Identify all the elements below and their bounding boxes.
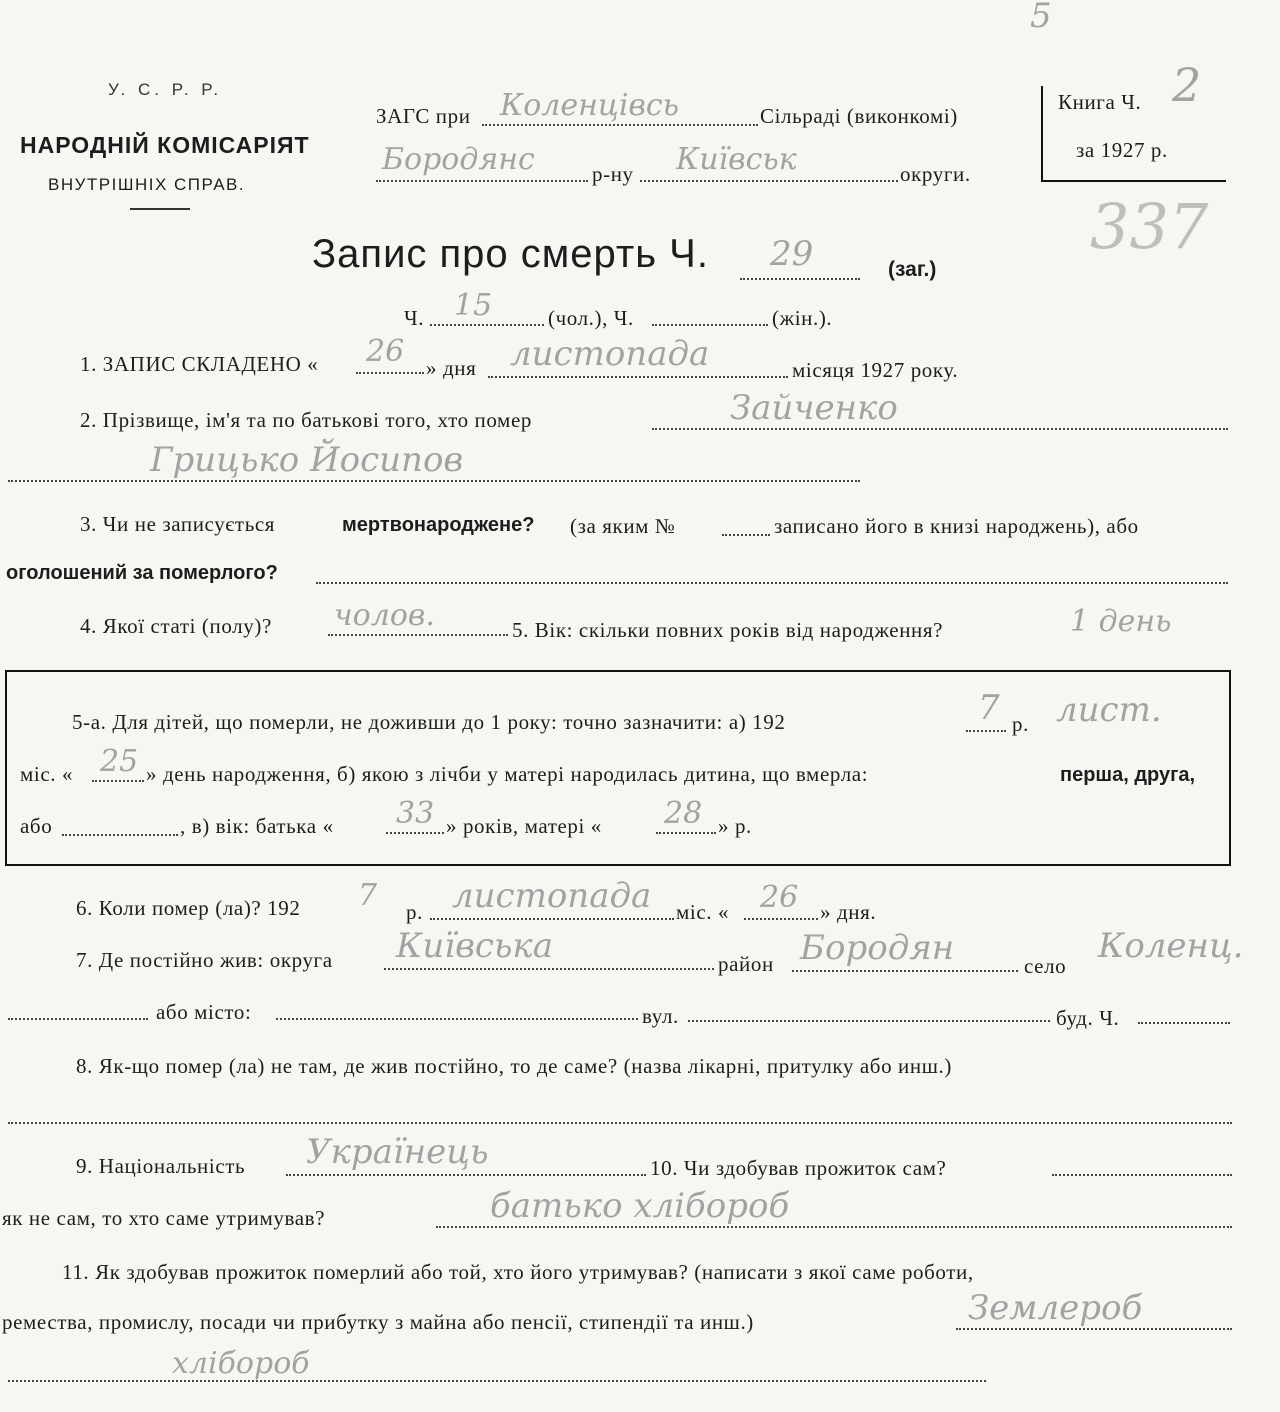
q3-stillborn: мертвонароджене?	[342, 514, 535, 536]
title-suffix: (заг.)	[888, 258, 937, 281]
q6-year: 7	[358, 878, 378, 913]
q3-label-c: записано його в книзі народжень), або	[774, 514, 1139, 538]
q10-keeper: батько хлібороб	[490, 1186, 790, 1226]
q5a-abo: або	[20, 814, 53, 838]
q6-day: 26	[760, 880, 799, 915]
q5a-line3: , в) вік: батька «	[180, 814, 334, 838]
q5a-day: 25	[100, 744, 139, 779]
q8-label: 8. Як-що помер (ла) не там, де жив постійно, то де саме? (назва лікарні, притулку або инш.)	[76, 1054, 952, 1078]
q7-city-label: або місто:	[156, 1000, 252, 1024]
department-label: ВНУТРІШНІХ СПРАВ.	[48, 175, 246, 194]
q11-answer2: хлібороб	[172, 1346, 310, 1381]
q1-mid: » дня	[426, 356, 477, 380]
q7-raion: Бородян	[800, 928, 955, 968]
q11-answer1: Землероб	[968, 1288, 1143, 1328]
q7-selo: Коленц.	[1098, 926, 1244, 966]
q5-age: 1 день	[1070, 604, 1172, 639]
q5a-father-age: 33	[396, 796, 435, 831]
q5a-month: лист.	[1056, 690, 1162, 730]
q11-line2: ремества, промислу, посади чи прибутку з майна або пенсії, стипендії та инш.)	[2, 1310, 754, 1334]
q10-label: 10. Чи здобував прожиток сам?	[650, 1156, 947, 1180]
q7-okrug: Київська	[396, 926, 554, 966]
q6-mis: міс. «	[676, 900, 730, 924]
q6-label: 6. Коли помер (ла)? 192	[76, 896, 301, 920]
okrug-value: Київськ	[676, 142, 797, 177]
q7-raion-label: район	[718, 952, 774, 976]
q2-name: Грицько Йосипов	[150, 440, 464, 480]
q7-street-label: вул.	[642, 1004, 679, 1028]
q7-building-label: буд. Ч.	[1056, 1006, 1120, 1030]
q9-nationality: Українець	[306, 1132, 489, 1172]
q1-label: 1. ЗАПИС СКЛАДЕНО «	[80, 352, 319, 376]
q1-day: 26	[366, 334, 405, 369]
q1-month: листопада	[510, 334, 710, 374]
q7-selo-label: село	[1024, 954, 1067, 978]
form-title: Запис про смерть Ч.	[312, 232, 709, 276]
republic-label: У. С. Р. Р.	[108, 80, 223, 99]
q6-end: » дня.	[820, 900, 877, 924]
q4-label: 4. Якої статі (полу)?	[80, 614, 272, 638]
q5a-mis: міс. «	[20, 762, 74, 786]
top-margin-mark: 5	[1030, 0, 1052, 36]
record-number: 29	[770, 234, 814, 274]
q5a-mid3: » років, матері «	[446, 814, 602, 838]
q11-line1: 11. Як здобував прожиток померлий або той, хто його утримував? (написати з якої саме роботи,	[62, 1260, 974, 1284]
district-label: р-ну	[592, 162, 634, 186]
female-suffix: (жін.).	[772, 306, 833, 330]
district-value: Бородянс	[382, 142, 535, 177]
book-year: за 1927 р.	[1076, 138, 1168, 162]
q5a-end3: » р.	[718, 814, 752, 838]
q6-month: листопада	[452, 876, 652, 916]
q6-r: р.	[406, 900, 423, 924]
q5a-line1: 5-а. Для дітей, що померли, не доживши до 1 року: точно зазначити: а) 192	[72, 710, 786, 734]
council-label: Сільраді (виконкомі)	[760, 104, 958, 128]
q5-label: 5. Вік: скільки повних років від народження?	[512, 618, 944, 642]
q5a-r: р.	[1012, 712, 1029, 736]
q3-label-a: 3. Чи не записується	[80, 512, 276, 536]
margin-number: 337	[1090, 190, 1209, 263]
q9-label: 9. Національність	[76, 1154, 246, 1178]
zags-prefix: ЗАГС при	[376, 104, 471, 128]
q3-declared-dead: оголошений за померлого?	[6, 562, 278, 584]
commissariat-label: НАРОДНІЙ КОМІСАРІЯТ	[20, 132, 310, 158]
q1-tail: місяця 1927 року.	[792, 358, 959, 382]
q5a-line2: » день народження, б) якою з лічби у матері народилась дитина, що вмерла:	[146, 762, 869, 786]
village-value: Коленцівсь	[500, 88, 680, 123]
male-number: 15	[454, 288, 493, 323]
q2-label: 2. Прізвище, ім'я та по батькові того, хто помер	[80, 408, 532, 432]
q5a-mother-age: 28	[664, 796, 703, 831]
q5a-year: 7	[978, 688, 1000, 728]
q7-label: 7. Де постійно жив: округа	[76, 948, 333, 972]
q5a-first-second: перша, друга,	[1060, 764, 1196, 786]
okrug-label: округи.	[900, 162, 971, 186]
header-divider	[130, 208, 190, 210]
q10-keeper-label: як не сам, то хто саме утримував?	[2, 1206, 326, 1230]
q3-label-b: (за яким №	[570, 514, 676, 538]
male-suffix: (чол.), Ч.	[548, 306, 634, 330]
male-label: Ч.	[404, 306, 425, 330]
book-label: Книга Ч.	[1058, 90, 1142, 114]
q4-sex: чолов.	[334, 598, 435, 633]
q2-surname: Зайченко	[730, 388, 898, 428]
book-number: 2	[1172, 58, 1202, 112]
